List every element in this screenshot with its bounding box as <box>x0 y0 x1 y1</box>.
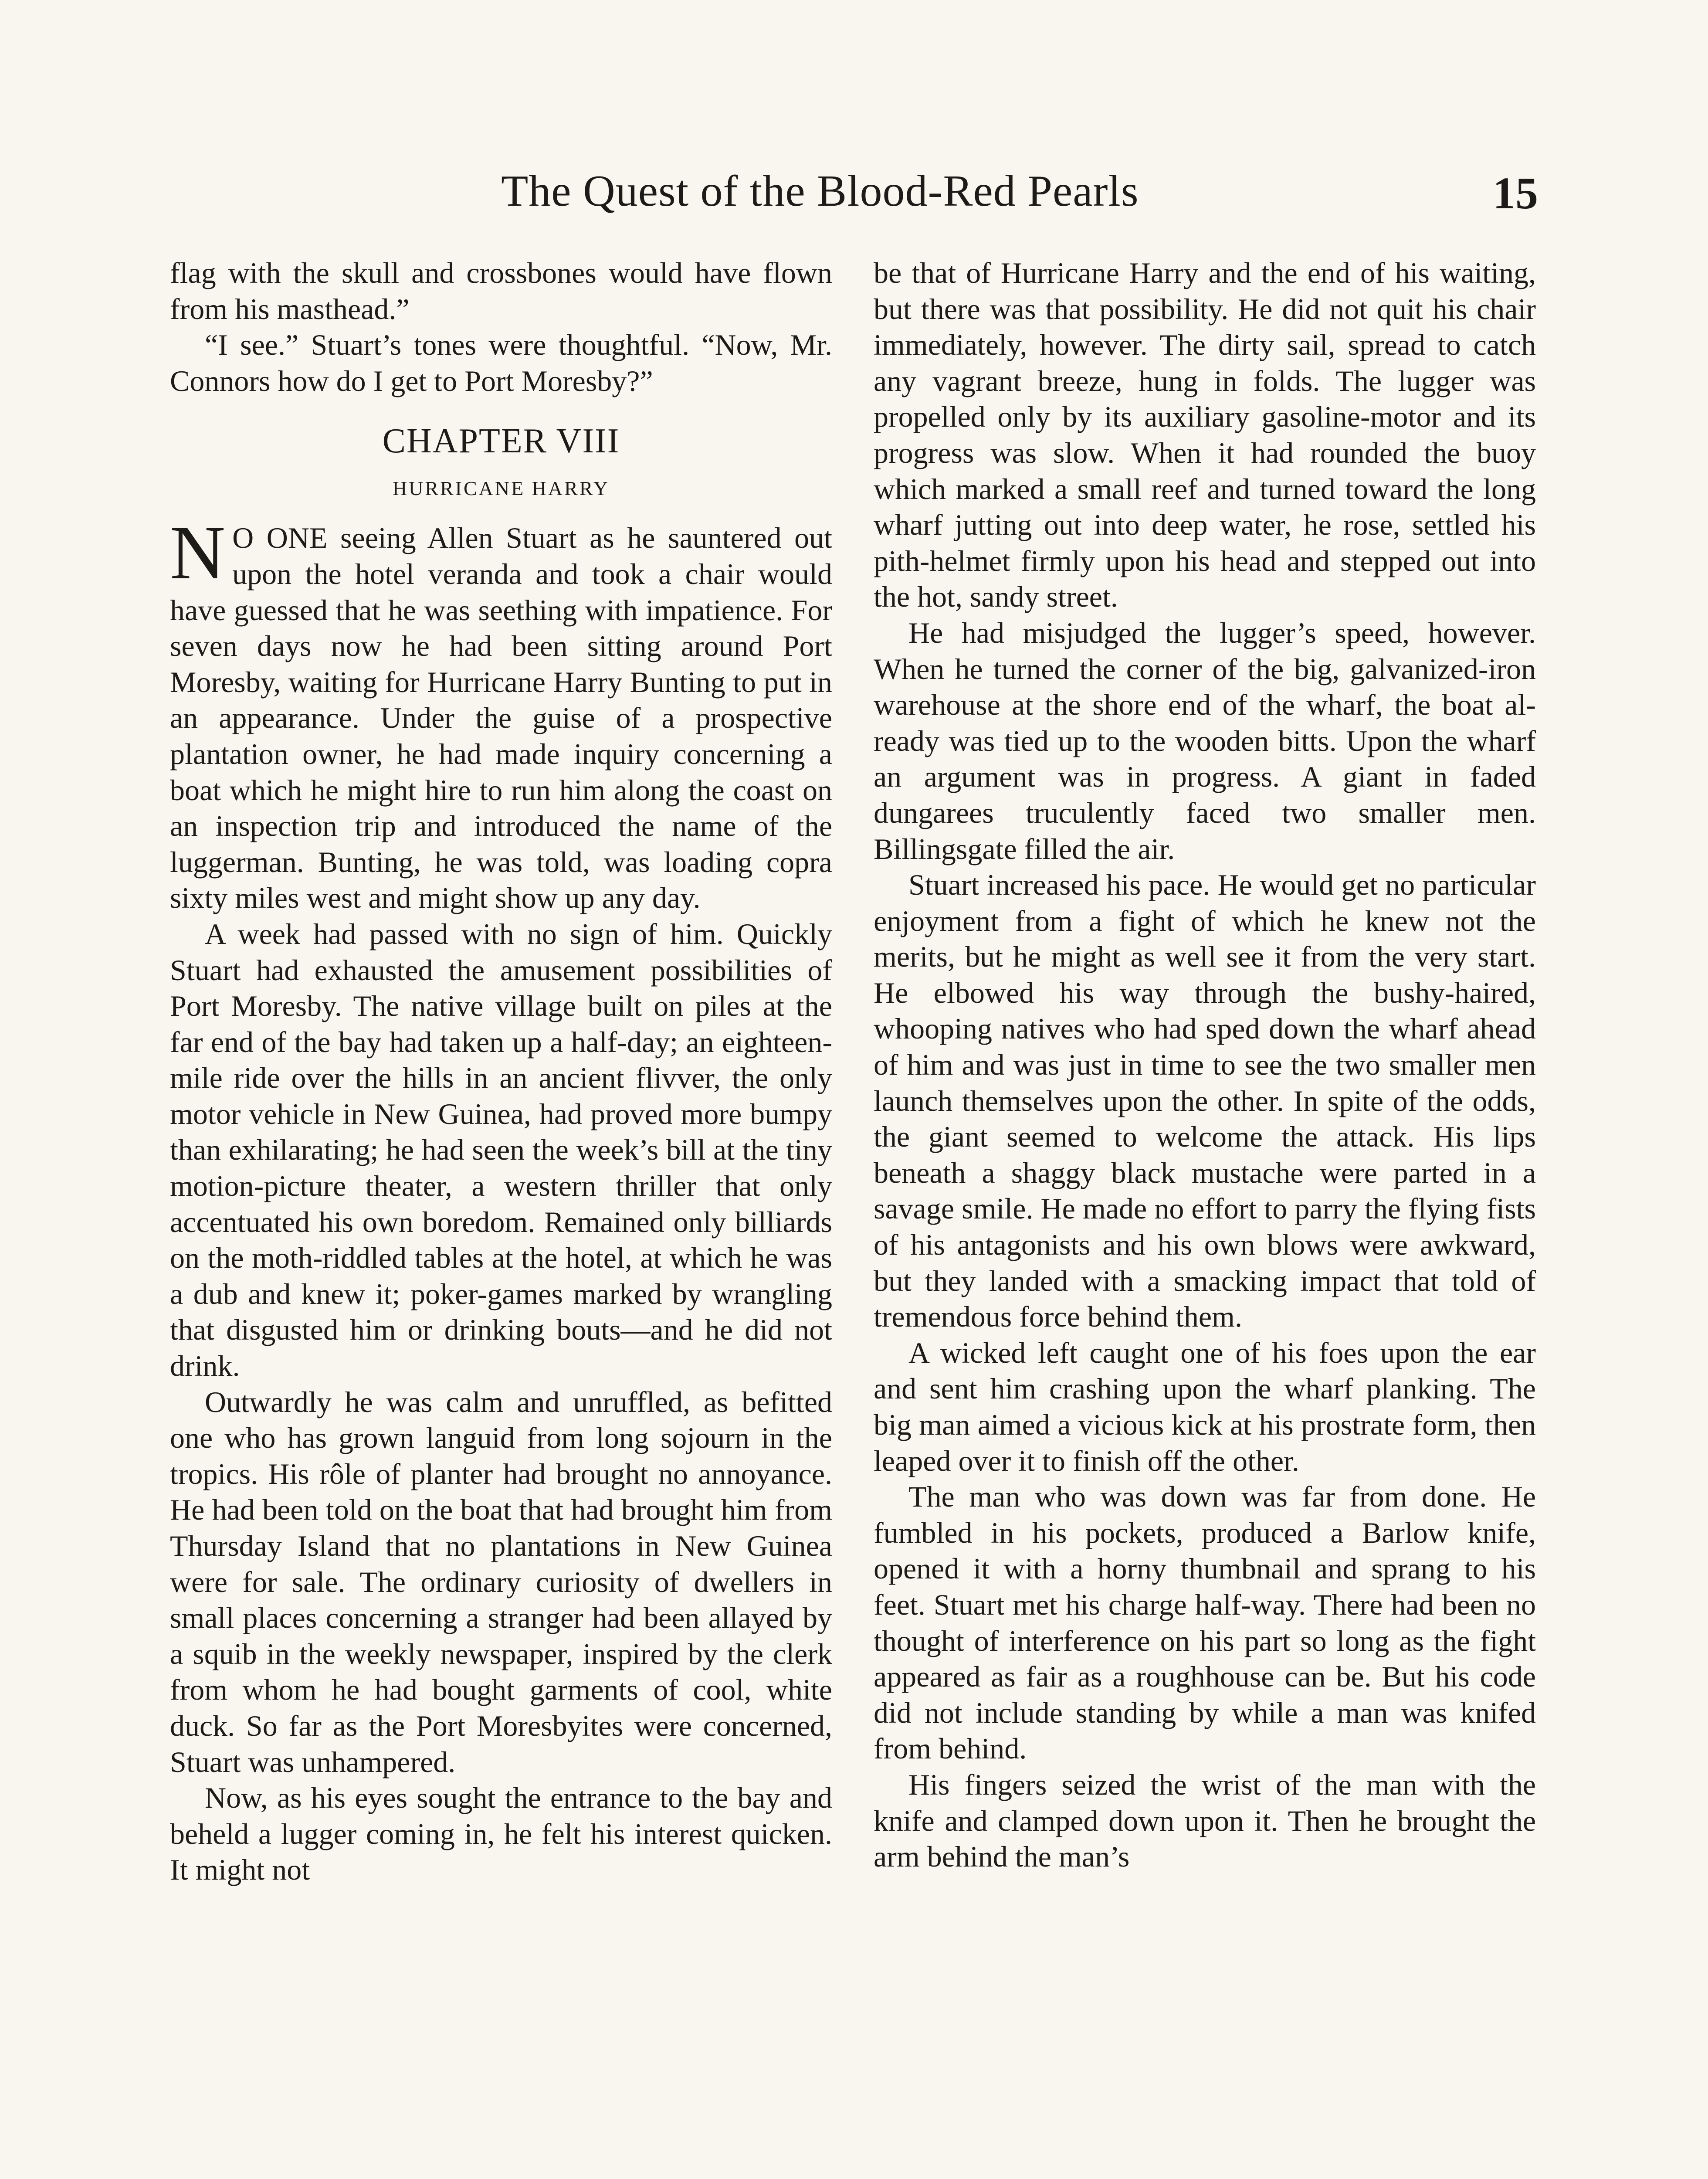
paragraph: be that of Hurricane Harry and the end of his waiting, but there was that possibility. He did not quit his chair immediately, however. The dirty sail, spread to catch any vagrant breeze, hung in folds. The lugger was propelled only by its auxiliary gasoline-motor and its progress was slow. When it had rounded the buoy which marked a small reef and turned toward the long wharf jutting out into deep water, he rose, settled his pith-helmet firmly upon his head and stepped out into the hot, sandy street. <box>874 256 1536 614</box>
running-title: The Quest of the Blood-Red Pearls <box>501 166 1139 216</box>
chapter-opening-paragraph <box>170 510 832 916</box>
paragraph: A week had passed with no sign of him. Quickly Stuart had exhausted the amusement possibilities of Port Moresby. The native village built on piles at the far end of the bay had taken up a half-day; an eighteen-mile ride over the hills in an ancient flivver, the only motor vehicle in New Guinea, had proved more bumpy than exhilarating; he had seen the week’s bill at the tiny motion-picture theater, a western thriller that only accentuated his own boredom. Remained only billiards on the moth-riddled tables at the hotel, at which he was a dub and knew it; poker-games marked by wrangling that disgusted him or drinking bouts—and he did not drink. <box>170 917 832 1383</box>
paragraph: He had misjudged the lugger’s speed, however. When he turned the corner of the big, galvanized-iron warehouse at the shore end of the wharf, the boat already was tied up to the wooden bitts. Upon the wharf an argument was in progress. A giant in faded dungarees truculently faced two smaller men. Billingsgate filled the air. <box>874 616 1536 865</box>
paragraph: The man who was down was far from done. He fumbled in his pockets, produced a Barlow knife, opened it with a horny thumbnail and sprang to his feet. Stuart met his charge half-way. There had been no thought of interference on his part so long as the fight appeared as fair as a roughhouse can be. But his code did not include standing by while a man was knifed from behind. <box>874 1480 1536 1765</box>
page-number: 15 <box>1493 168 1538 218</box>
paragraph: Now, as his eyes sought the entrance to the bay and beheld a lugger coming in, he felt his interest quicken. It might not <box>170 1781 832 1887</box>
paragraph: flag with the skull and crossbones would have flown from his masthead.” <box>170 256 832 326</box>
chapter-subtitle: HURRICANE HARRY <box>392 477 610 500</box>
paragraph: His fingers seized the wrist of the man with the knife and clamped down upon it. Then he brought the arm behind the man’s <box>874 1768 1536 1874</box>
paragraph: “I see.” Stuart’s tones were thoughtful. “Now, Mr. Connors how do I get to Port Moresby?” <box>170 328 832 397</box>
paragraph: Outwardly he was calm and unruffled, as befitted one who has grown languid from long sojourn in the tropics. His rôle of planter had brought no annoyance. He had been told on the boat that had brought him from Thursday Island that no plantations in New Guinea were for sale. The ordinary curiosity of dwellers in small places concerning a stranger had been allayed by a squib in the weekly newspaper, inspired by the clerk from whom he had bought garments of cool, white duck. So far as the Port Moresbyites were concerned, Stuart was unhampered. <box>170 1385 832 1778</box>
running-head <box>170 166 1538 218</box>
right-column <box>874 255 1536 1875</box>
paragraph: Stuart increased his pace. He would get no particular enjoyment from a fight of which he knew not the merits, but he might as well see it from the very start. He elbowed his way through the bushy-haired, whooping natives who had sped down the wharf ahead of him and was just in time to see the two smaller men launch themselves upon the other. In spite of the odds, the giant seemed to welcome the attack. His lips beneath a shaggy black mustache were parted in a savage smile. He made no effort to parry the flying fists of his antagonists and his own blows were awkward, but they landed with a smacking impact that told of tremendous force behind them. <box>874 868 1536 1334</box>
paragraph: A wicked left caught one of his foes upon the ear and sent him crashing upon the wharf planking. The big man aimed a vicious kick at his prostrate form, then leaped over it to finish off the other. <box>874 1336 1536 1477</box>
chapter-heading: CHAPTER VIII <box>382 422 620 461</box>
drop-cap: N <box>170 510 226 596</box>
left-column <box>170 255 832 1888</box>
paragraph-text: O ONE seeing Allen Stuart as he sauntered out upon the hotel veranda and took a chair would have guessed that he was seething with impatience. For seven days now he had been sitting around Port Moresby, waiting for Hurricane Harry Bunting to put in an appearance. Under the guise of a prospective plantation owner, he had made inquiry concerning a boat which he might hire to run him along the coast on an inspection trip and introduced the name of the luggerman. Bunting, he was told, was loading copra sixty miles west and might show up any day. <box>170 521 832 915</box>
